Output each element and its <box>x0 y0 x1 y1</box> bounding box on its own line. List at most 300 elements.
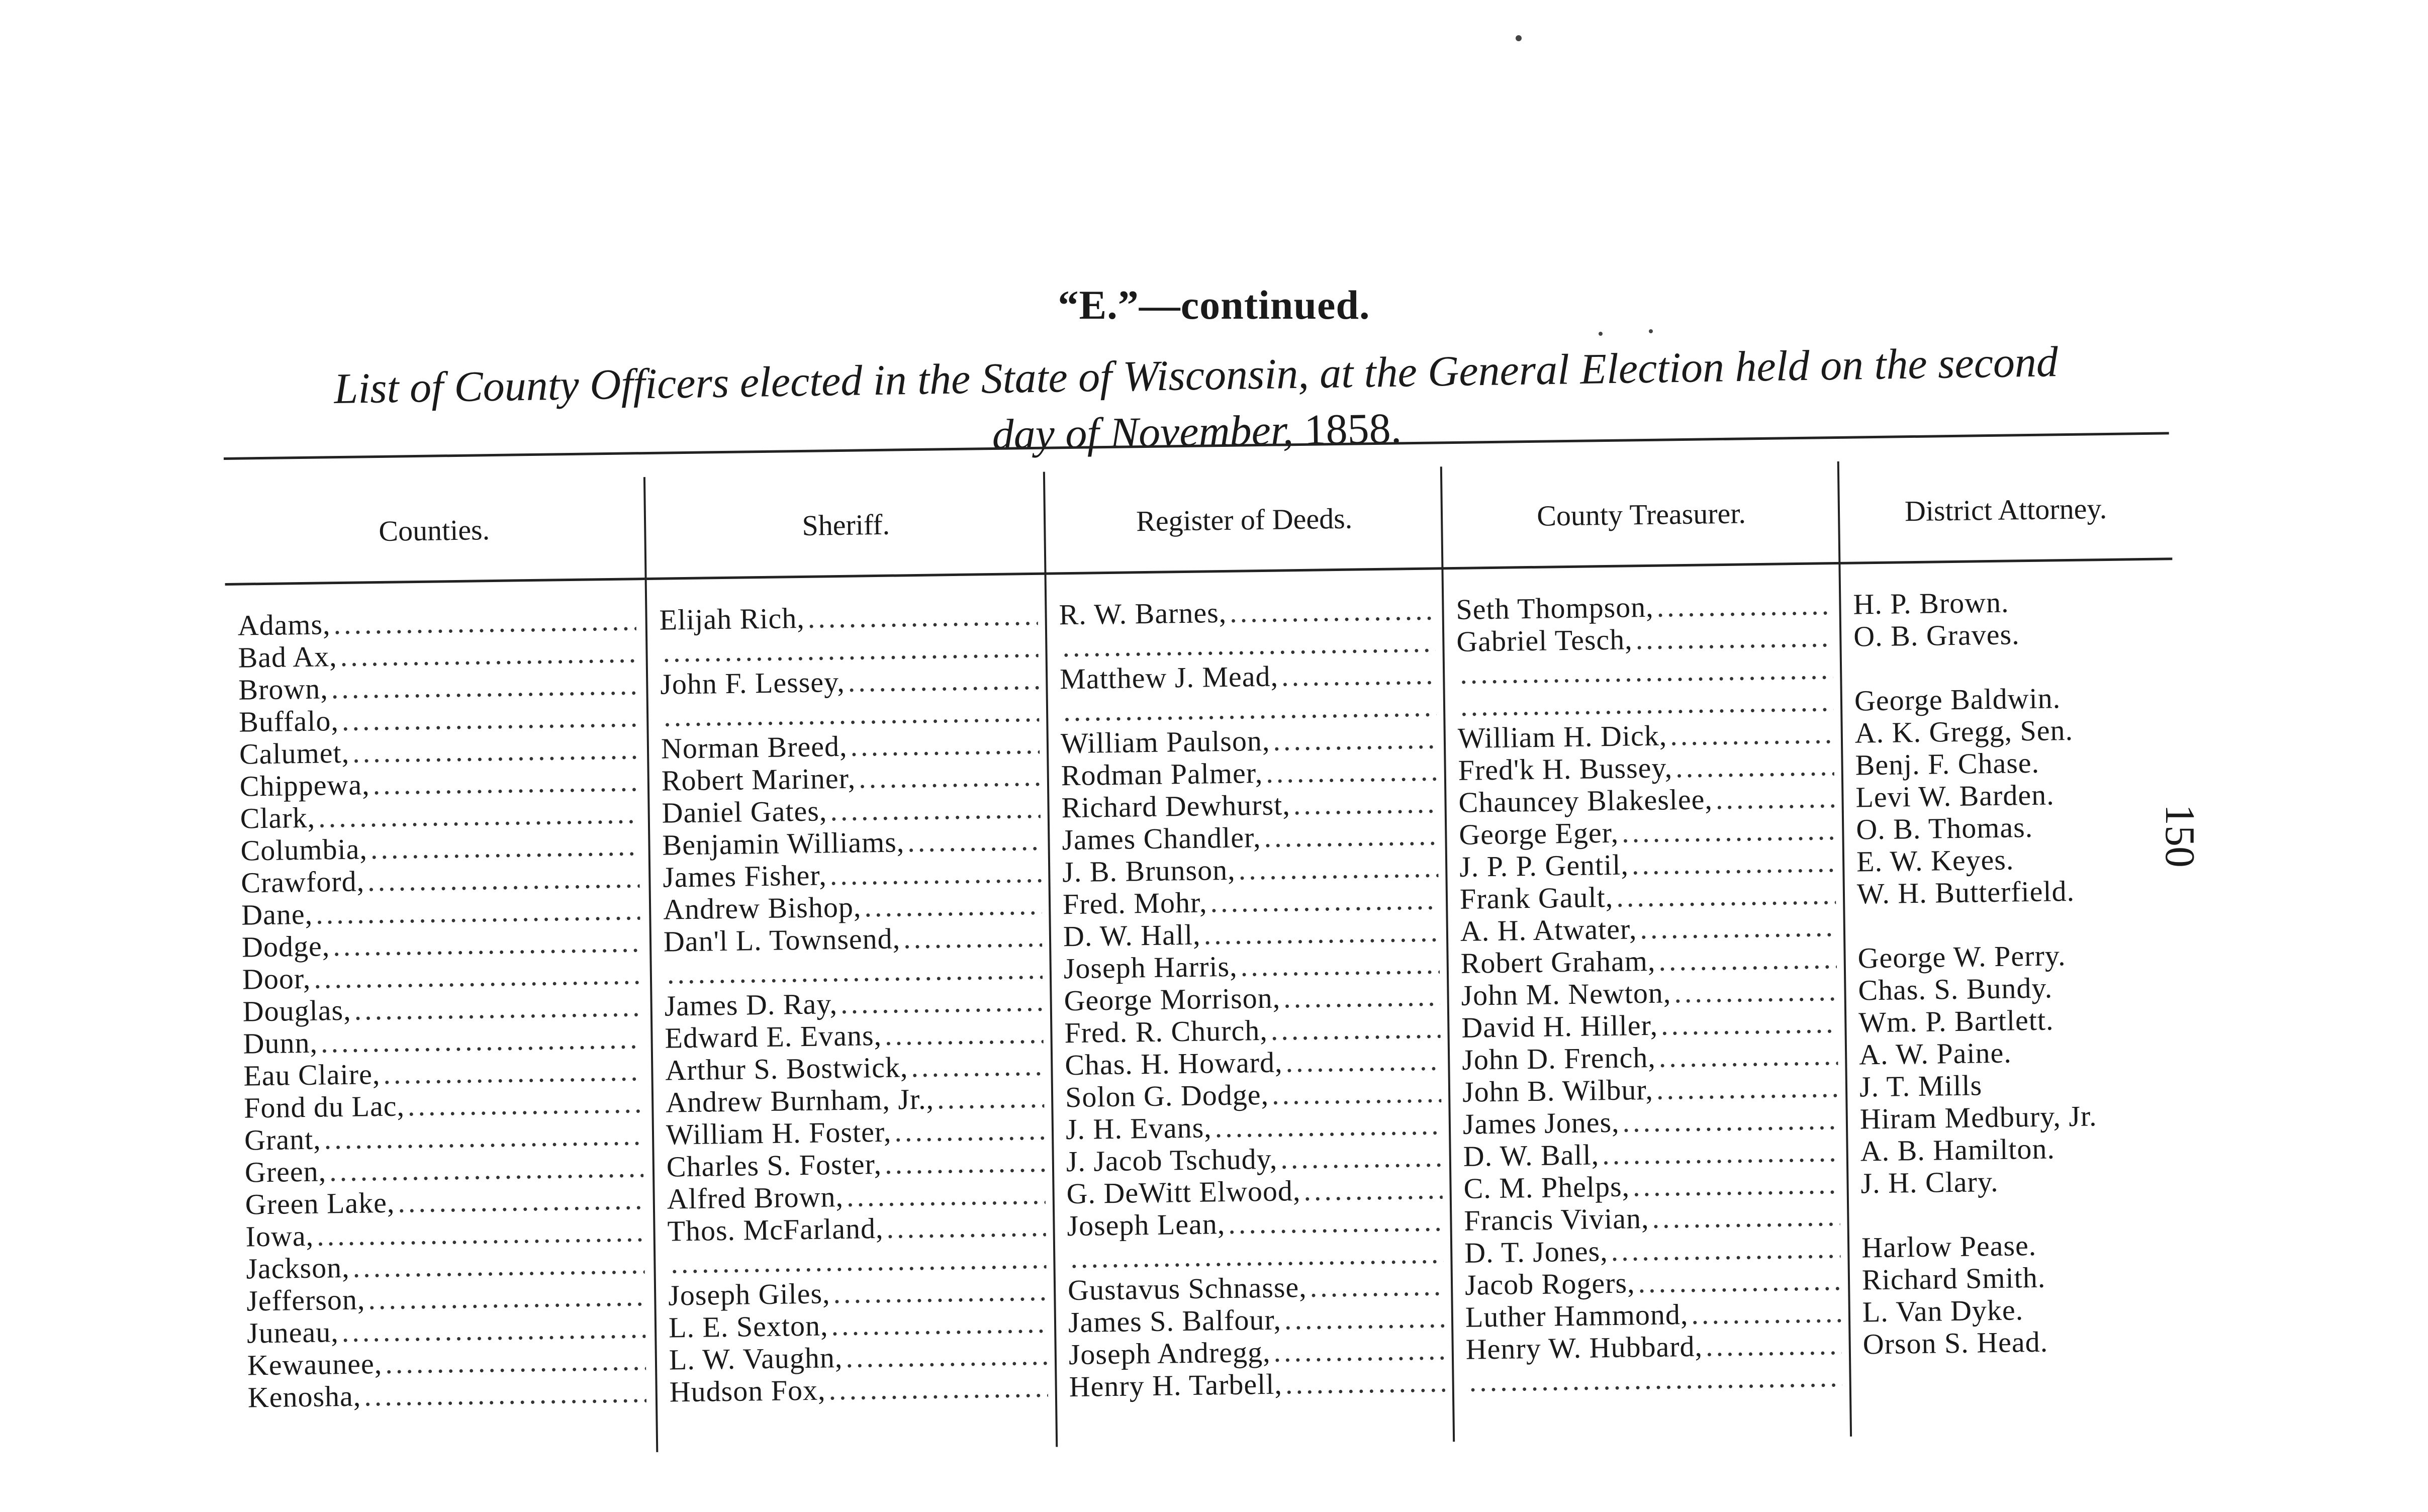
dot-leader <box>1638 1264 1841 1299</box>
register-name: James Chandler, <box>1062 821 1261 857</box>
cell-sheriff <box>647 599 1047 636</box>
register-name: Rodman Palmer, <box>1061 756 1263 792</box>
register-name: James S. Balfour, <box>1068 1303 1282 1339</box>
dot-leader <box>1656 589 1832 623</box>
cell-register <box>1053 1076 1451 1113</box>
column-county <box>224 477 656 1458</box>
register-name: Joseph Lean, <box>1067 1207 1226 1243</box>
sheriff-name: Robert Mariner, <box>661 762 856 797</box>
cell-sheriff <box>655 1178 1055 1215</box>
dot-leader <box>2036 835 2167 836</box>
cell-register <box>1047 594 1444 631</box>
cell-register <box>1052 1012 1450 1049</box>
dot-leader <box>333 604 636 640</box>
cell-attorney <box>1845 874 2177 910</box>
cell-register <box>1049 787 1447 824</box>
dot-leader <box>894 1114 1045 1148</box>
cell-attorney <box>1845 938 2178 975</box>
cell-treasurer <box>1453 1329 1851 1366</box>
cell-county <box>229 862 649 899</box>
cell-county <box>232 1087 652 1124</box>
cell-sheriff <box>654 1114 1054 1151</box>
dot-leader <box>846 1339 1048 1374</box>
dot-leader <box>2017 867 2168 869</box>
page-number: 150 <box>2157 804 2203 868</box>
cell-sheriff <box>657 1306 1057 1344</box>
dot-leader <box>885 1146 1046 1180</box>
dot-leader <box>1215 1108 1442 1144</box>
register-name: D. W. Hall, <box>1063 918 1201 953</box>
cell-attorney <box>1841 584 2173 621</box>
sheriff-name: Alfred Brown, <box>667 1180 844 1215</box>
cell-county <box>226 669 646 706</box>
county-name: Calumet, <box>239 736 350 771</box>
cell-county <box>226 636 646 674</box>
county-name: Iowa, <box>245 1219 314 1253</box>
attorney-name: George W. Perry. <box>1857 939 2066 975</box>
treasurer-name: C. M. Phelps, <box>1463 1170 1630 1205</box>
cell-county <box>233 1183 653 1221</box>
cell-treasurer <box>1453 1264 1850 1301</box>
dot-leader <box>1633 1168 1840 1202</box>
cell-register <box>1050 851 1448 888</box>
cell-attorney <box>1849 1195 2181 1232</box>
cell-treasurer <box>1453 1296 1851 1334</box>
column-header-treasurer: County Treasurer. <box>1442 461 1841 570</box>
dot-leader <box>2012 610 2164 612</box>
cell-county <box>234 1280 655 1317</box>
dot-leader <box>1272 1076 1442 1110</box>
cell-attorney <box>1843 745 2175 782</box>
cell-register <box>1050 819 1447 856</box>
dot-leader <box>1674 975 1837 1009</box>
register-name: Solon G. Dodge, <box>1065 1078 1269 1114</box>
cell-treasurer <box>1445 685 1843 722</box>
dot-leader <box>2078 899 2168 900</box>
cell-register <box>1056 1334 1454 1371</box>
dot-leader <box>1691 1296 1841 1331</box>
cell-attorney <box>1847 1034 2179 1071</box>
cell-treasurer <box>1450 1071 1848 1108</box>
column-header-sheriff: Sheriff. <box>645 472 1047 580</box>
dot-leader <box>333 926 641 962</box>
register-name: Henry H. Tarbell, <box>1069 1367 1283 1403</box>
dot-leader <box>885 1017 1044 1052</box>
column-rows-register <box>1047 570 1455 1403</box>
dot-leader <box>850 728 1040 763</box>
table-title-date: day of November, <box>991 405 1294 459</box>
dot-leader <box>903 921 1043 955</box>
attorney-name: A. B. Hamilton. <box>1860 1132 2056 1168</box>
cell-treasurer <box>1451 1168 1849 1205</box>
county-name: Jackson, <box>246 1251 350 1285</box>
dot-leader <box>1230 594 1435 628</box>
cell-attorney <box>1842 681 2175 717</box>
cell-attorney <box>1844 809 2176 846</box>
sheriff-name: Edward E. Evans, <box>665 1018 882 1055</box>
county-name: Crawford, <box>240 865 365 899</box>
dot-leader <box>1283 980 1440 1014</box>
dot-leader <box>907 824 1041 858</box>
treasurer-name: John D. French, <box>1461 1041 1656 1076</box>
column-rows-sheriff <box>647 575 1058 1408</box>
dot-leader <box>1280 1141 1442 1175</box>
register-name: William Paulson, <box>1060 724 1270 760</box>
cell-sheriff <box>653 1050 1053 1087</box>
treasurer-name: John B. Wilbur, <box>1462 1073 1654 1108</box>
attorney-name: O. B. Thomas. <box>1855 810 2033 846</box>
cell-register <box>1054 1108 1451 1146</box>
cell-county <box>228 829 648 867</box>
cell-county <box>230 926 650 964</box>
dot-leader <box>1602 1136 1839 1171</box>
dot-leader <box>1675 749 1834 784</box>
dot-leader <box>2056 996 2169 997</box>
county-name: Columbia, <box>240 832 368 867</box>
dot-leader <box>370 829 639 865</box>
cell-attorney <box>1846 970 2178 1007</box>
column-register <box>1043 466 1455 1447</box>
cell-treasurer <box>1449 975 1846 1012</box>
dot-leader <box>372 765 638 801</box>
cell-register <box>1052 980 1449 1017</box>
county-name: Dodge, <box>241 929 330 964</box>
cell-sheriff <box>657 1339 1057 1376</box>
dot-leader <box>324 1119 643 1155</box>
sheriff-name: William H. Foster, <box>666 1115 892 1151</box>
cell-county <box>230 958 650 996</box>
county-name: Dunn, <box>243 1026 318 1060</box>
dot-leader <box>1635 621 1832 655</box>
sheriff-name: Andrew Bishop, <box>663 890 862 926</box>
register-name: Joseph Harris, <box>1063 950 1238 985</box>
cell-attorney <box>1842 648 2174 685</box>
treasurer-name: Fred'k H. Bussey, <box>1458 751 1673 787</box>
cell-register <box>1054 1173 1452 1210</box>
cell-county <box>231 1022 651 1060</box>
cell-register <box>1056 1269 1453 1306</box>
attorney-name: Harlow Pease. <box>1861 1228 2037 1264</box>
cell-county <box>231 1055 651 1092</box>
treasurer-name: Francis Vivian, <box>1464 1202 1649 1237</box>
treasurer-name: Henry W. Hubbard, <box>1465 1330 1703 1366</box>
dot-leader <box>1656 1071 1838 1106</box>
dot-leader <box>2002 1189 2172 1191</box>
dot-leader <box>2058 803 2167 804</box>
cell-county <box>228 765 648 803</box>
dot-leader <box>385 1344 646 1380</box>
dot-leader <box>864 889 1042 923</box>
cell-register <box>1056 1301 1454 1339</box>
column-header-county: Counties. <box>224 477 645 586</box>
dot-leader <box>833 1275 1047 1310</box>
treasurer-name: Chauncey Blakeslee, <box>1458 783 1713 819</box>
cell-treasurer <box>1444 589 1841 626</box>
cell-sheriff <box>649 760 1049 797</box>
cell-treasurer <box>1444 621 1842 658</box>
dot-leader <box>341 1312 645 1348</box>
county-name: Buffalo, <box>238 704 339 738</box>
dot-leader <box>848 664 1039 698</box>
cell-treasurer <box>1450 1039 1847 1076</box>
dot-leader <box>671 1243 1047 1280</box>
register-name: Fred. R. Church, <box>1064 1013 1268 1050</box>
dot-leader <box>317 1215 644 1252</box>
cell-treasurer <box>1452 1232 1850 1269</box>
cell-treasurer <box>1448 878 1845 915</box>
scan-speck <box>1599 332 1603 336</box>
dot-leader <box>828 1371 1048 1406</box>
dot-leader <box>2039 1253 2172 1255</box>
column-header-attorney: District Attorney. <box>1839 457 2173 564</box>
column-header-register: Register of Deeds. <box>1045 466 1444 575</box>
cell-treasurer <box>1446 749 1843 787</box>
dot-leader <box>1622 1103 1839 1139</box>
scan-speck <box>1516 35 1522 41</box>
cell-attorney <box>1843 777 2176 814</box>
dot-leader <box>1658 1039 1838 1074</box>
column-rows-attorney <box>1840 560 2183 1392</box>
dot-leader <box>331 669 637 705</box>
register-name: R. W. Barnes, <box>1059 596 1227 631</box>
register-name: J. B. Brunson, <box>1062 853 1236 889</box>
cell-sheriff <box>656 1274 1056 1311</box>
column-rows-treasurer <box>1443 564 1851 1398</box>
dot-leader <box>1706 1329 1842 1363</box>
column-treasurer <box>1440 461 1852 1442</box>
cell-register <box>1051 948 1449 985</box>
dot-leader <box>2026 1317 2173 1319</box>
sheriff-name: Andrew Burnham, Jr., <box>665 1082 935 1119</box>
cell-attorney <box>1844 841 2177 878</box>
sheriff-name: L. E. Sexton, <box>668 1309 828 1344</box>
cell-register <box>1051 883 1448 920</box>
dot-leader <box>2076 738 2166 739</box>
county-name: Clark, <box>240 801 316 835</box>
cell-register <box>1054 1141 1451 1178</box>
cell-county <box>234 1248 654 1285</box>
dot-leader <box>364 1376 646 1412</box>
dot-leader <box>2058 1157 2171 1158</box>
sheriff-name: Norman Breed, <box>661 729 848 765</box>
sheriff-name: Joseph Giles, <box>668 1277 830 1312</box>
dot-leader <box>408 1087 643 1122</box>
attorney-name: A. K. Gregg, Sen. <box>1854 713 2074 749</box>
column-attorney <box>1837 457 2184 1437</box>
county-name: Grant, <box>244 1122 322 1157</box>
treasurer-name: D. W. Ball, <box>1463 1138 1600 1173</box>
section-heading: “E.”—continued. <box>1058 282 1370 328</box>
dot-leader <box>1652 1200 1840 1235</box>
dot-leader <box>1460 685 1834 722</box>
dot-leader <box>2015 1060 2170 1062</box>
dot-leader <box>1303 1173 1443 1207</box>
dot-leader <box>807 599 1038 634</box>
county-name: Chippewa, <box>239 768 370 803</box>
cell-register <box>1053 1044 1450 1081</box>
treasurer-name: J. P. P. Gentil, <box>1459 848 1629 883</box>
dot-leader <box>316 894 640 930</box>
dot-leader <box>829 857 1041 891</box>
sheriff-name: L. W. Vaughn, <box>669 1341 843 1376</box>
sheriff-name: James Fisher, <box>662 859 827 894</box>
attorney-name: A. W. Paine. <box>1858 1036 2012 1071</box>
sheriff-name: Daniel Gates, <box>662 794 827 829</box>
dot-leader <box>1622 814 1835 849</box>
dot-leader <box>667 953 1043 990</box>
cell-attorney <box>1849 1227 2182 1264</box>
dot-leader <box>847 1178 1046 1213</box>
cell-attorney <box>1850 1324 2183 1361</box>
dot-leader <box>1616 878 1836 913</box>
dot-leader <box>314 958 641 995</box>
cell-county <box>235 1312 655 1350</box>
cell-county <box>228 797 648 835</box>
cell-attorney <box>1845 906 2177 942</box>
dot-leader <box>911 1050 1044 1083</box>
register-name: Matthew J. Mead, <box>1059 659 1279 696</box>
register-name: J. H. Evans, <box>1065 1111 1212 1146</box>
county-name: Kewaunee, <box>247 1347 383 1382</box>
dot-leader <box>1469 1361 1842 1398</box>
dot-leader <box>859 760 1040 795</box>
dot-leader <box>1273 722 1437 757</box>
treasurer-name: A. H. Atwater, <box>1460 912 1637 948</box>
dot-leader <box>886 1210 1046 1245</box>
county-name: Eau Claire, <box>243 1058 381 1092</box>
cell-sheriff <box>655 1210 1055 1247</box>
cell-register <box>1048 690 1446 727</box>
cell-sheriff <box>654 1146 1054 1183</box>
cell-register <box>1049 722 1446 760</box>
dot-leader <box>1658 942 1837 977</box>
cell-attorney <box>1847 1067 2180 1103</box>
dot-leader <box>841 985 1044 1020</box>
cell-sheriff <box>649 792 1050 829</box>
dot-leader <box>383 1055 642 1090</box>
attorney-name: O. B. Graves. <box>1853 618 2020 653</box>
dot-leader <box>937 1082 1045 1115</box>
sheriff-name: Dan'l L. Townsend, <box>663 922 901 958</box>
column-sheriff <box>643 472 1058 1452</box>
county-name: Douglas, <box>242 993 352 1028</box>
cell-sheriff <box>647 631 1048 669</box>
dot-leader <box>2042 771 2166 772</box>
dot-leader <box>398 1183 644 1218</box>
treasurer-name: Frank Gault, <box>1459 880 1614 915</box>
county-name: Dane, <box>241 897 313 931</box>
treasurer-name: David H. Hiller, <box>1461 1008 1658 1044</box>
cell-sheriff <box>650 857 1051 894</box>
treasurer-name: Jacob Rogers, <box>1464 1266 1635 1301</box>
dot-leader <box>318 797 639 833</box>
cell-register <box>1057 1366 1454 1403</box>
county-name: Green, <box>244 1155 327 1189</box>
cell-treasurer <box>1448 910 1845 948</box>
sheriff-name: Thos. McFarland, <box>667 1211 884 1248</box>
dot-leader <box>2023 642 2165 644</box>
dot-leader <box>367 862 640 897</box>
cell-sheriff <box>648 696 1049 733</box>
cell-county <box>225 604 645 642</box>
treasurer-name: Robert Graham, <box>1460 944 1656 980</box>
dot-leader <box>1670 717 1834 751</box>
register-name: Richard Dewhurst, <box>1061 788 1291 824</box>
dot-leader <box>1203 915 1439 951</box>
treasurer-name: William H. Dick, <box>1457 719 1667 754</box>
attorney-name: J. T. Mills <box>1859 1069 1983 1103</box>
dot-leader <box>1640 910 1836 945</box>
cell-sheriff <box>651 921 1052 958</box>
dot-leader <box>1985 1092 2170 1095</box>
cell-attorney <box>1850 1260 2182 1296</box>
cell-treasurer <box>1452 1200 1849 1237</box>
attorney-name: H. P. Brown. <box>1853 586 2009 621</box>
scan-speck <box>1649 329 1653 333</box>
cell-sheriff <box>652 985 1052 1022</box>
attorney-name: George Baldwin. <box>1854 682 2061 717</box>
dot-leader <box>1070 1237 1444 1274</box>
cell-county <box>235 1344 656 1382</box>
dot-leader <box>1284 1301 1444 1336</box>
attorney-name: Benj. F. Chase. <box>1855 746 2040 782</box>
sheriff-name: Charles S. Foster, <box>666 1147 882 1183</box>
register-name: Joseph Andregg, <box>1068 1335 1271 1371</box>
cell-sheriff <box>649 728 1049 765</box>
cell-sheriff <box>648 664 1048 701</box>
cell-treasurer <box>1445 653 1842 690</box>
cell-attorney <box>1848 1131 2180 1168</box>
attorney-name: J. H. Clary. <box>1860 1165 1999 1200</box>
attorney-name: E. W. Keyes. <box>1856 843 2014 878</box>
cell-county <box>230 990 650 1028</box>
cell-treasurer <box>1447 814 1844 851</box>
cell-treasurer <box>1446 782 1844 819</box>
dot-leader <box>1273 1334 1445 1368</box>
treasurer-name: Gabriel Tesch, <box>1456 623 1633 658</box>
county-name: Fond du Lac, <box>243 1089 405 1124</box>
cell-attorney <box>1847 1099 2180 1136</box>
attorney-name: Chas. S. Bundy. <box>1858 971 2053 1007</box>
dot-leader <box>1661 1007 1838 1042</box>
officers-table <box>224 457 2182 1457</box>
dot-leader <box>329 1151 644 1187</box>
county-name: Adams, <box>237 608 331 642</box>
register-name: Chas. H. Howard, <box>1064 1046 1283 1082</box>
dot-leader <box>830 792 1041 827</box>
county-name: Jefferson, <box>246 1283 365 1317</box>
cell-county <box>233 1215 653 1253</box>
county-name: Kenosha, <box>247 1379 361 1414</box>
cell-county <box>227 701 647 738</box>
treasurer-name: John M. Newton, <box>1461 976 1671 1012</box>
dot-leader <box>1228 1205 1443 1240</box>
dot-leader <box>663 631 1039 669</box>
dot-leader <box>1715 782 1834 815</box>
treasurer-name: D. T. Jones, <box>1464 1235 1609 1269</box>
cell-sheriff <box>651 889 1051 926</box>
dot-leader <box>1270 1012 1441 1046</box>
treasurer-name: Seth Thompson, <box>1456 590 1654 626</box>
cell-register <box>1055 1237 1453 1274</box>
cell-county <box>227 733 647 771</box>
dot-leader <box>1062 626 1436 663</box>
cell-treasurer <box>1451 1136 1848 1173</box>
attorney-name: W. H. Butterfield. <box>1856 874 2075 910</box>
dot-leader <box>354 990 641 1026</box>
dot-leader <box>1293 787 1438 821</box>
county-name: Bad Ax, <box>238 640 338 674</box>
